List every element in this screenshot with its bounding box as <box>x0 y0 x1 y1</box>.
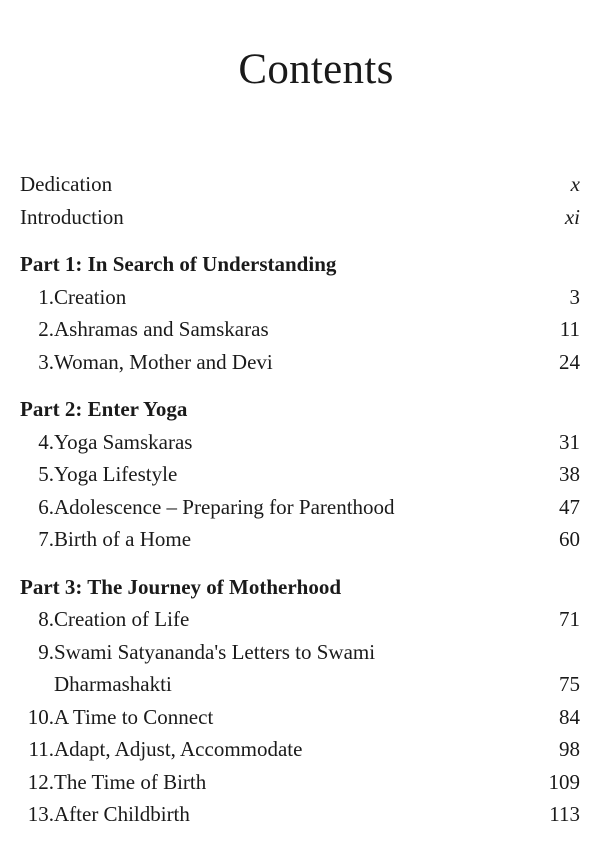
entry-title: A Time to Connect <box>54 704 214 729</box>
toc-entry-chapter-9-line-1[interactable] <box>20 636 580 669</box>
entry-page-number: 98 <box>559 737 580 761</box>
part-heading-1: Part 1: In Search of Understanding <box>20 252 337 276</box>
entry-title: Creation of Life <box>54 607 190 631</box>
entry-title: Ashramas and Samskaras <box>54 317 269 341</box>
chapter-number: 4. <box>38 429 54 454</box>
toc-entry-chapter-3[interactable] <box>20 346 580 379</box>
entry-title: Introduction <box>20 204 124 229</box>
chapter-number: 10. <box>27 704 54 729</box>
chapter-number: 12. <box>27 769 54 794</box>
chapter-number: 3. <box>38 349 54 374</box>
toc-entry-dedication[interactable] <box>20 168 580 201</box>
entry-page-number: 60 <box>559 527 580 551</box>
toc-entry-chapter-6[interactable] <box>20 491 580 524</box>
toc-entry-chapter-9-line-2[interactable] <box>20 668 580 701</box>
entry-title: After Childbirth <box>54 802 190 826</box>
entry-title: Woman, Mother and Devi <box>54 349 273 374</box>
toc-entry-chapter-4[interactable] <box>20 426 580 459</box>
chapter-number: 2. <box>38 317 54 341</box>
entry-title: Birth of a Home <box>54 527 192 551</box>
entry-page-number: 3 <box>569 284 580 309</box>
entry-page-number: x <box>570 172 580 196</box>
toc-entry-chapter-7[interactable] <box>20 523 580 556</box>
entry-page-number: 47 <box>559 494 580 519</box>
entry-page-number: 109 <box>548 769 580 794</box>
toc-entry-chapter-1[interactable] <box>20 281 580 314</box>
chapter-number: 7. <box>38 527 54 551</box>
entry-title: Adapt, Adjust, Accommodate <box>54 737 303 761</box>
chapter-number: 1. <box>38 284 54 309</box>
entry-page-number: 38 <box>559 462 580 486</box>
entry-page-number: 31 <box>559 429 580 454</box>
entry-title-line-1: Swami Satyananda's Letters to Swami <box>54 639 376 664</box>
entry-title: Adolescence – Preparing for Parenthood <box>54 494 395 519</box>
chapter-number: 5. <box>38 462 54 486</box>
entry-page-number: 24 <box>559 349 580 374</box>
entry-page-number: 84 <box>559 704 580 729</box>
toc-entry-chapter-8[interactable] <box>20 603 580 636</box>
part-heading-2: Part 2: Enter Yoga <box>20 397 188 421</box>
entry-title: The Time of Birth <box>54 769 207 794</box>
table-of-contents <box>20 168 580 831</box>
entry-title: Yoga Samskaras <box>54 429 193 454</box>
entry-title-line-2: Dharmashakti <box>54 672 172 696</box>
entry-page-number: 75 <box>559 672 580 696</box>
page-title: Contents <box>238 46 394 93</box>
entry-page-number: xi <box>564 204 580 229</box>
entry-title: Dedication <box>20 172 113 196</box>
toc-entry-introduction[interactable] <box>20 201 580 234</box>
toc-entry-chapter-12[interactable] <box>20 766 580 799</box>
entry-title: Yoga Lifestyle <box>54 462 178 486</box>
toc-entry-chapter-10[interactable] <box>20 701 580 734</box>
entry-page-number: 11 <box>559 317 580 341</box>
entry-title: Creation <box>54 284 127 309</box>
part-heading-3: Part 3: The Journey of Motherhood <box>20 574 341 599</box>
entry-page-number: 113 <box>549 802 580 826</box>
toc-entry-chapter-11[interactable] <box>20 733 580 766</box>
chapter-number: 8. <box>38 607 54 631</box>
chapter-number: 6. <box>38 494 54 519</box>
chapter-number: 9. <box>38 639 54 664</box>
toc-entry-chapter-2[interactable] <box>20 313 580 346</box>
toc-entry-chapter-13[interactable] <box>20 798 580 831</box>
chapter-number: 13. <box>27 802 54 826</box>
entry-page-number: 71 <box>559 607 580 631</box>
toc-entry-chapter-5[interactable] <box>20 458 580 491</box>
chapter-number: 11. <box>28 737 54 761</box>
